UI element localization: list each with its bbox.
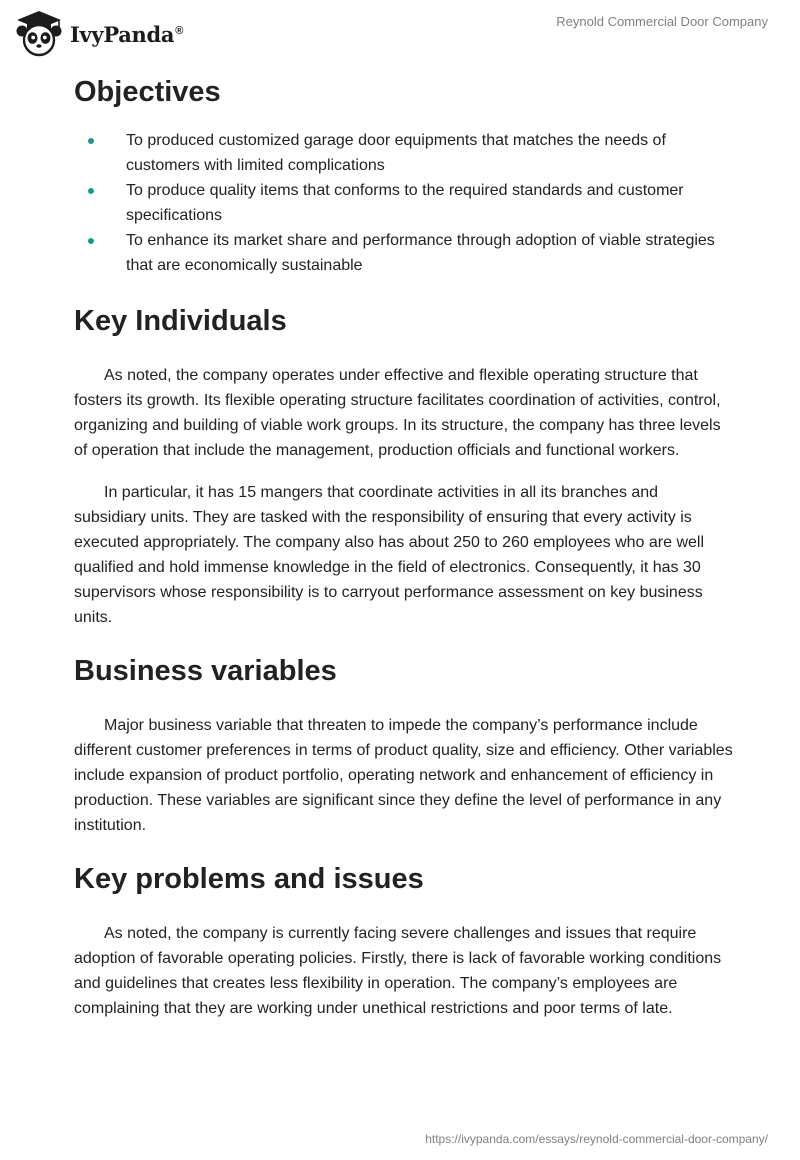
- brand-name: IvyPanda®: [70, 21, 184, 47]
- paragraph: In particular, it has 15 mangers that coordinate activities in all its branches and subsidiary units. They are tasked with the responsibility of ensuring that every activity is executed appropriately. The company also has about 250 to 260 employees who are well qualified and hold immense knowledge in the field of electronics. Consequently, it has 30 supervisors whose responsibility is to carryout performance assessment on key business units.: [74, 484, 705, 626]
- objectives-list: [74, 128, 734, 278]
- source-url-link[interactable]: https://ivypanda.com/essays/reynold-commercial-door-company/: [425, 1132, 768, 1146]
- paragraph: As noted, the company is currently facing severe challenges and issues that require adoption of favorable operating policies. Firstly, there is lack of favorable working conditions and guidelines that creates less flexibility in operation. The company’s employees are complaining that they are working under unethical restrictions and poor terms of late.: [74, 925, 722, 1017]
- list-item: To enhance its market share and performance through adoption of viable strategies that are economically sustainable: [74, 228, 734, 278]
- paragraph: As noted, the company operates under effective and flexible operating structure that fosters its growth. Its flexible operating structure facilitates coordination of activities, control, organizing and building of viable work groups. In its structure, the company has three levels of operation that include the management, production officials and functional workers.: [74, 367, 721, 459]
- bullet-icon: [88, 238, 94, 244]
- section-heading-business-variables: Business variables: [74, 655, 337, 687]
- essay-content: [74, 70, 734, 1021]
- panda-logo-icon: [14, 9, 64, 57]
- document-title: Reynold Commercial Door Company: [556, 14, 768, 29]
- paragraph: Major business variable that threaten to impede the company’s performance include different customer preferences in terms of product quality, size and efficiency. Other variables include expansion of product portfolio, operating network and enhancement of efficiency in production. These variables are significant since they define the level of performance in any institution.: [74, 717, 733, 834]
- list-item: To produce quality items that conforms to the required standards and customer specifications: [74, 178, 734, 228]
- page-header: [0, 0, 800, 70]
- registered-mark: ®: [175, 24, 184, 37]
- bullet-icon: [88, 188, 94, 194]
- section-heading-key-individuals: Key Individuals: [74, 305, 287, 337]
- bullet-icon: [88, 138, 94, 144]
- brand-logo[interactable]: [14, 9, 183, 57]
- section-heading-objectives: Objectives: [74, 76, 221, 108]
- section-heading-key-problems: Key problems and issues: [74, 863, 424, 895]
- list-item: To produced customized garage door equipments that matches the needs of customers with limited complications: [74, 128, 734, 178]
